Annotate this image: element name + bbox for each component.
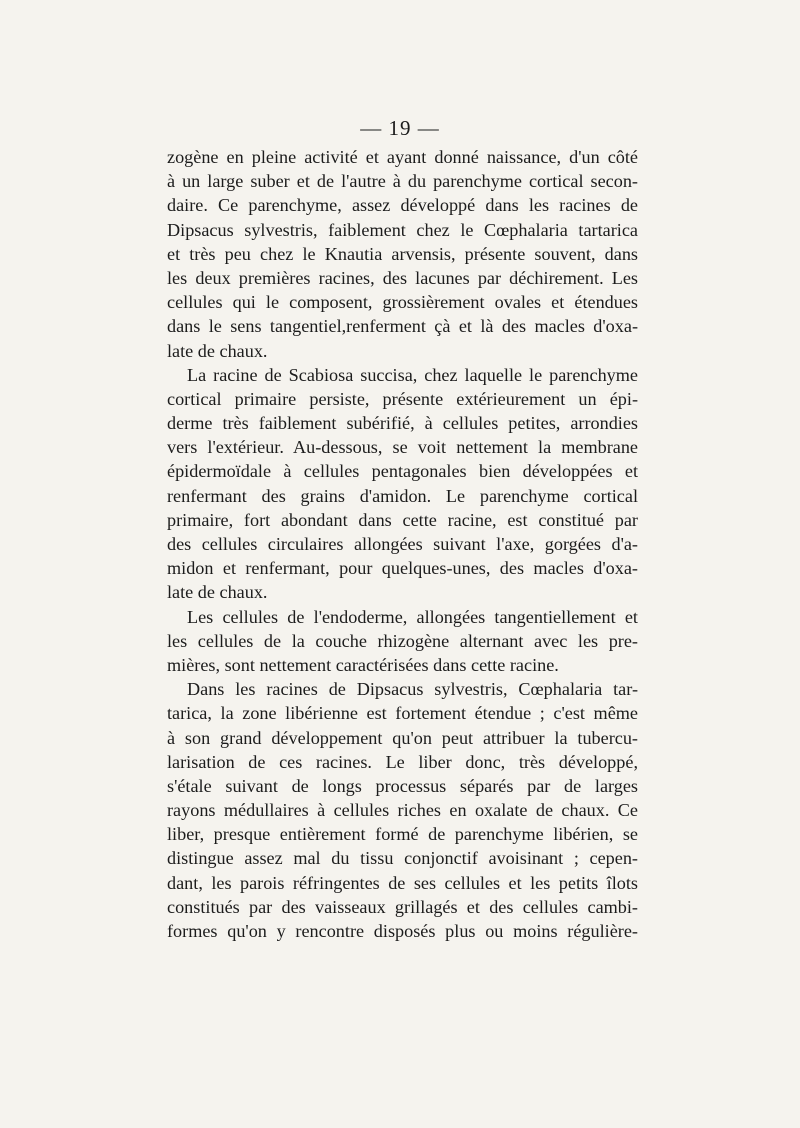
text-line: cellules qui le composent, grossièrement ovales et étendues bbox=[167, 292, 638, 313]
text-line: liber, presque entièrement formé de parenchyme libérien, se bbox=[167, 824, 638, 845]
text-line: La racine de Scabiosa succisa, chez laquelle le parenchyme bbox=[187, 364, 638, 385]
text-line: distingue assez mal du tissu conjonctif avoisinant ; cepen- bbox=[167, 848, 638, 869]
text-line: épidermoïdale à cellules pentagonales bien développées et bbox=[167, 461, 638, 482]
text-line: late de chaux. bbox=[167, 340, 268, 361]
text-line: midon et renfermant, pour quelques-unes, des macles d'oxa- bbox=[167, 558, 638, 579]
text-line: renfermant des grains d'amidon. Le parenchyme cortical bbox=[167, 485, 638, 506]
text-line: constitués par des vaisseaux grillagés et des cellules cambi- bbox=[167, 896, 638, 917]
text-line: larisation de ces racines. Le liber donc, très développé, bbox=[167, 751, 638, 772]
text-line: dans le sens tangentiel,renferment çà et là des macles d'oxa- bbox=[167, 316, 638, 337]
text-line: dant, les parois réfringentes de ses cellules et les petits îlots bbox=[167, 872, 638, 893]
text-line: et très peu chez le Knautia arvensis, présente souvent, dans bbox=[167, 243, 638, 264]
text-line: late de chaux. bbox=[167, 582, 268, 603]
text-line: Dipsacus sylvestris, faiblement chez le Cœphalaria tartarica bbox=[167, 219, 638, 240]
text-line: daire. Ce parenchyme, assez développé dans les racines de bbox=[167, 195, 638, 216]
text-line: des cellules circulaires allongées suivant l'axe, gorgées d'a- bbox=[167, 534, 638, 554]
body-text bbox=[167, 145, 638, 943]
text-line: s'étale suivant de longs processus séparés par de larges bbox=[167, 775, 638, 796]
text-line: vers l'extérieur. Au-dessous, se voit nettement la membrane bbox=[167, 437, 638, 458]
text-line: cortical primaire persiste, présente extérieurement un épi- bbox=[167, 388, 638, 409]
text-line: zogène en pleine activité et ayant donné naissance, d'un côté bbox=[167, 147, 638, 167]
text-line: à un large suber et de l'autre à du parenchyme cortical secon- bbox=[167, 171, 638, 192]
page-number: — 19 — bbox=[360, 116, 440, 140]
text-line: à son grand développement qu'on peut attribuer la tubercu- bbox=[167, 727, 638, 748]
text-line: tarica, la zone libérienne est fortement étendue ; c'est même bbox=[167, 703, 638, 724]
text-line: derme très faiblement subérifié, à cellules petites, arrondies bbox=[167, 413, 638, 434]
text-line: les deux premières racines, des lacunes par déchirement. Les bbox=[167, 267, 638, 288]
text-line: primaire, fort abondant dans cette racine, est constitué par bbox=[167, 509, 638, 530]
text-line: Dans les racines de Dipsacus sylvestris, Cœphalaria tar- bbox=[187, 679, 638, 700]
text-line: mières, sont nettement caractérisées dans cette racine. bbox=[167, 654, 559, 675]
text-line: formes qu'on y rencontre disposés plus ou moins régulière- bbox=[167, 921, 638, 941]
text-line: Les cellules de l'endoderme, allongées tangentiellement et bbox=[187, 606, 638, 627]
text-line: rayons médullaires à cellules riches en oxalate de chaux. Ce bbox=[167, 800, 638, 821]
text-line: les cellules de la couche rhizogène alternant avec les pre- bbox=[167, 630, 638, 651]
